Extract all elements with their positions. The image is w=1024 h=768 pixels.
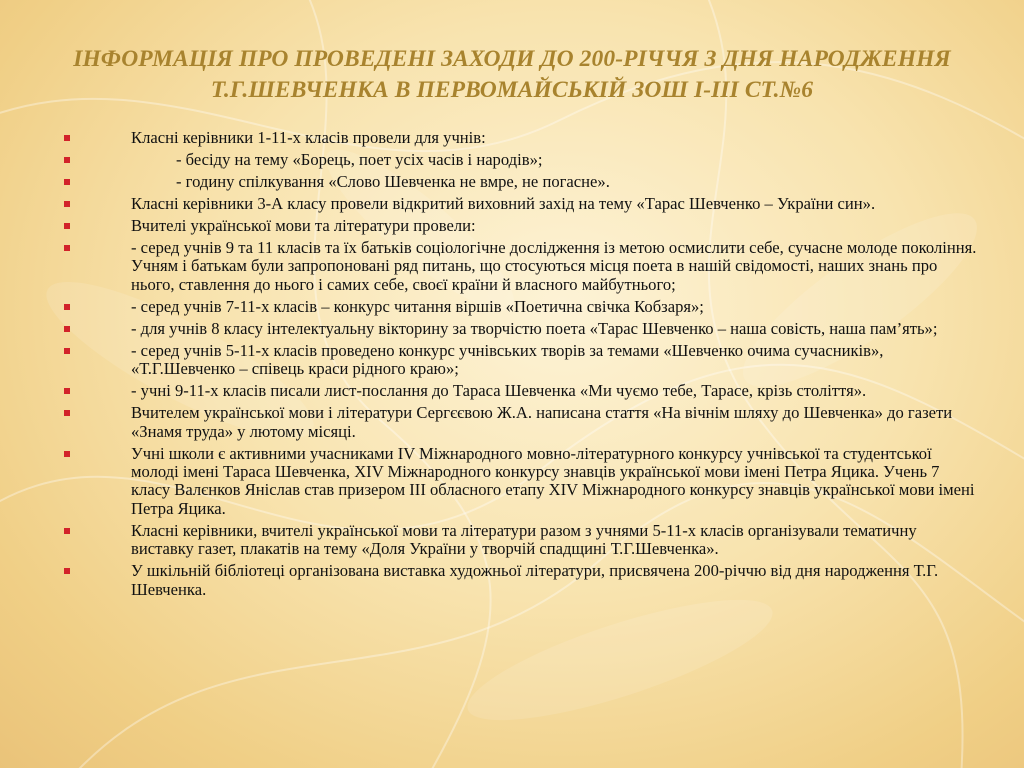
square-bullet-icon [64,201,70,207]
square-bullet-icon [64,135,70,141]
list-item [60,404,980,441]
list-item [60,382,980,400]
square-bullet-icon [64,326,70,332]
list-item-text: - для учнів 8 класу інтелектуальну вікторину за творчістю поета «Тарас Шевченко – наша совість, наша пам’ять»; [131,318,938,338]
list-item-text: - серед учнів 9 та 11 класів та їх батьків соціологічне дослідження із метою осмислити себе, сучасне молоде покоління. Учням і батькам були запропоновані ряд питань, що стосуються місця поета в нашій свідомості, наших знань про нього, ставлення до нього і самих себе, своєї країни й власного майбутнього; [131,238,977,294]
list-item-text: - годину спілкування «Слово Шевченка не вмре, не погасне». [176,172,610,191]
slide-title: ІНФОРМАЦІЯ ПРО ПРОВЕДЕНІ ЗАХОДИ ДО 200-РІЧЧЯ З ДНЯ НАРОДЖЕННЯ Т.Г.ШЕВЧЕНКА В ПЕРВОМАЙСЬКІЙ ЗОШ І-ІІІ СТ.№6 [73,46,951,103]
square-bullet-icon [64,528,70,534]
square-bullet-icon [64,223,70,229]
list-item [60,298,980,316]
bullet-list [60,129,980,603]
list-item [60,217,980,235]
list-item-text: Класні керівники 3-А класу провели відкритий виховний захід на тему «Тарас Шевченко – України син». [131,194,876,213]
square-bullet-icon [64,388,70,394]
list-item [60,342,980,379]
square-bullet-icon [64,568,70,574]
list-item-text: - серед учнів 7-11-х класів – конкурс читання віршів «Поетична свічка Кобзаря»; [131,296,704,316]
list-item [60,173,980,191]
list-item-text: Вчителем української мови і літератури Сергєєвою Ж.А. написана стаття «На вічнім шляху до Шевченка» до газети «Знамя труда» у лютому місяці. [131,403,953,441]
square-bullet-icon [64,304,70,310]
square-bullet-icon [64,245,70,251]
list-item [60,445,980,519]
list-item-text: Вчителі української мови та літератури провели: [131,216,476,235]
list-item-text: - бесіду на тему «Борець, поет усіх часів і народів»; [176,150,543,169]
list-item [60,151,980,169]
square-bullet-icon [64,451,70,457]
list-item-text: - серед учнів 5-11-х класів проведено конкурс учнівських творів за темами «Шевченко очима сучасників», «Т.Г.Шевченко – співець краси рідного краю»; [131,340,884,379]
list-item [60,320,980,338]
square-bullet-icon [64,410,70,416]
list-item-text: Класні керівники, вчителі української мови та літератури разом з учнями 5-11-х класів організували тематичну виставку газет, плакатів на тему «Доля України у творчій спадщині Т.Г.Шевченка». [131,520,917,559]
square-bullet-icon [64,157,70,163]
list-item-text: У шкільній бібліотеці організована виставка художньої літератури, присвячена 200-річчю від дня народження Т.Г. Шевченка. [131,561,939,599]
list-item [60,239,980,294]
list-item [60,562,980,599]
square-bullet-icon [64,348,70,354]
list-item-text: Учні школи є активними учасниками IV Міжнародного мовно-літературного конкурсу учнівської та студентської молоді імені Тараса Шевченка, XIV Міжнародного конкурсу знавців української мови імені Петра Яцика. Учень 7 класу Валєнков Яніслав став призером ІІІ обласного етапу XIV Міжнародного конкурсу знавців української мови імені Петра Яцика. [131,443,975,518]
list-item [60,195,980,213]
square-bullet-icon [64,179,70,185]
list-item-text: - учні 9-11-х класів писали лист-послання до Тараса Шевченка «Ми чуємо тебе, Тарасе, крізь століття». [131,381,867,401]
list-item [60,522,980,559]
list-item [60,129,980,147]
list-item-text: Класні керівники 1-11-х класів провели для учнів: [131,128,486,147]
